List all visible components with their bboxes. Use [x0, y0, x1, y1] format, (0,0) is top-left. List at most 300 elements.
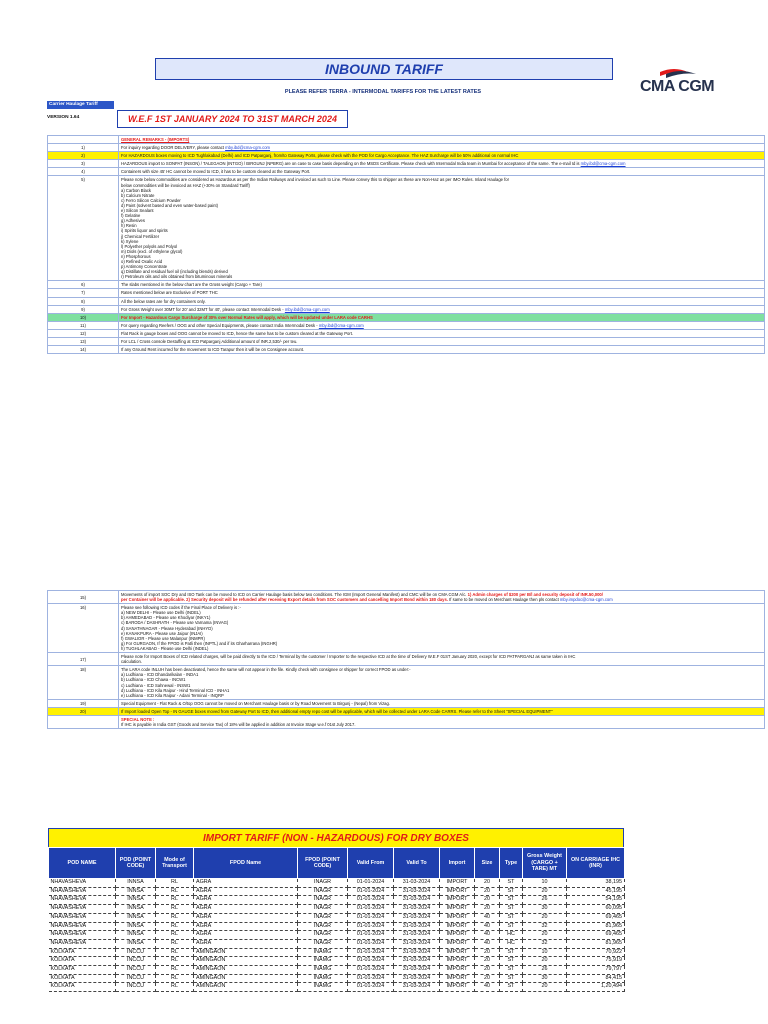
- list-item: r) Petroleum oils and oils obtained from bituminous minerals: [121, 274, 233, 280]
- remark-text: Flat Rack in gauge boxes and OOG cannot be moved to ICD, hence the same has to be custom cleared at the Gateway Port.: [119, 329, 765, 337]
- soc-text-c: per Container will be applicable. 2) Security deposit will be refunded after receiving Export details from SOC customers and cancelling Import Bond within 180 days.: [121, 597, 448, 603]
- list-item: h) Resin: [121, 223, 137, 229]
- cell-valid-from: 01-01-2024: [348, 948, 394, 957]
- remark-row: [48, 699, 765, 707]
- cell-fpod-name: AMINGAON: [194, 948, 298, 957]
- remark-text-11: For query regarding Reefers / OOG and other Special Equipments, please contact India Intermodal Desk -: [121, 322, 318, 328]
- cell-gross-weight: 30: [523, 974, 567, 983]
- cell-type: ST: [500, 905, 523, 914]
- soc-text-a: Movements of import SOC Dry and ISO Tank can be moved to ICD on Carrier Haulage basis below two conditions. The IGM (Import General Manifest) and CMC will be on CMA CGM A/c.: [121, 592, 467, 597]
- table-row: [49, 922, 625, 931]
- cell-size: 40: [475, 913, 500, 922]
- list-item: a) NEW DELHI - Please use Delhi (INDEL): [121, 610, 201, 616]
- tariff-header-row: [49, 848, 625, 879]
- cell-pod-name: KOLKATA: [49, 983, 116, 992]
- cell-fpod-code: INAMG: [298, 966, 348, 975]
- cell-import: IMPORT: [440, 948, 475, 957]
- cell-import: IMPORT: [440, 879, 475, 888]
- cell-mode-of-transport: RL: [156, 896, 194, 905]
- remark-row: [48, 707, 765, 715]
- cell-pod-code: INNSA: [116, 879, 156, 888]
- cell-gross-weight: 10: [523, 948, 567, 957]
- cell-import: IMPORT: [440, 931, 475, 940]
- remark-text: If any Ground Rent incurred for the movement to ICD Tarapur then it will be on Consignee account.: [119, 346, 765, 354]
- cell-size: 20: [475, 948, 500, 957]
- remark-number: 20): [48, 707, 119, 715]
- cell-on-carriage-ihc: 70,922: [567, 948, 625, 957]
- remark-text: The slabs mentioned in the below chart are the Gross weight (Cargo + Tare): [119, 281, 765, 289]
- cell-fpod-code: INAMG: [298, 983, 348, 992]
- cell-valid-from: 01-01-2024: [348, 974, 394, 983]
- list-item: m) Diols (excl. of ethylene glycol): [121, 248, 183, 254]
- list-item: b) Calcium Nitrate: [121, 192, 155, 198]
- column-header-on-carriage-ihc: ON CARRIAGE IHC (INR): [567, 848, 625, 879]
- cell-valid-to: 31-03-2024: [394, 983, 440, 992]
- list-item: below commodities will be invoiced as HAZ (+30% on Standard Tariff): [121, 182, 250, 188]
- remark-row: [48, 604, 765, 653]
- remark-row: [48, 297, 765, 305]
- remark-row: [48, 653, 765, 666]
- cell-gross-weight: 30: [523, 905, 567, 914]
- remark-number: 15): [48, 591, 119, 604]
- remark-number: 13): [48, 338, 119, 346]
- list-item: d) Paint (solvent based and even water-based paint): [121, 202, 219, 208]
- remark-row: [48, 305, 765, 313]
- column-header-import: Import: [440, 848, 475, 879]
- general-remarks-table: [47, 135, 765, 354]
- cell-mode-of-transport: RL: [156, 957, 194, 966]
- cell-gross-weight: 20: [523, 887, 567, 896]
- list-item: c) BARODA / DASHRATH - Please use Varnama (INVAG): [121, 620, 229, 626]
- cell-gross-weight: 32: [523, 922, 567, 931]
- logo-text: CMA CGM: [640, 78, 715, 95]
- cell-on-carriage-ihc: 81,965: [567, 922, 625, 931]
- cell-size: 20: [475, 966, 500, 975]
- cell-pod-name: NHAVASHEVA: [49, 913, 116, 922]
- cell-import: IMPORT: [440, 966, 475, 975]
- cell-valid-to: 31-03-2024: [394, 931, 440, 940]
- soc-line-2: [121, 597, 762, 602]
- cell-on-carriage-ihc: 1,20,494: [567, 983, 625, 992]
- cell-type: ST: [500, 922, 523, 931]
- remark-text-3: HAZARDOUS import to SONPAT (INSON) / TALEGAON (INTGO) / BIRGUNJ (NPBRG) are on case to case basis depending on the MSDS Certificate. Please check with Intermodal India team in Mumbai for acceptance of the same. The e-mail Id is: [121, 161, 580, 167]
- cell-fpod-name: AGRA: [194, 939, 298, 948]
- validity-period: W.E.F 1ST JANUARY 2024 TO 31ST MARCH 2024: [117, 110, 348, 128]
- cell-valid-from: 01-01-2024: [348, 905, 394, 914]
- remark-row: [48, 321, 765, 329]
- list-item: c) Ludhiana - ICD Sahnewal - INSW1: [121, 682, 191, 688]
- remark-number: 7): [48, 289, 119, 297]
- column-header-type: Type: [500, 848, 523, 879]
- cell-pod-name: KOLKATA: [49, 948, 116, 957]
- soc-text-b: 1) Admin charges of $200 per B/l and security deposit of INR.50,000/: [467, 592, 603, 597]
- cell-pod-name: KOLKATA: [49, 966, 116, 975]
- cell-fpod-code: INAGR: [298, 905, 348, 914]
- cell-valid-from: 01-01-2024: [348, 922, 394, 931]
- list-item: e) KANAKPURA - Please use Jaipur (INJAI): [121, 630, 203, 636]
- cell-size: 40: [475, 939, 500, 948]
- cell-fpod-code: INAMG: [298, 948, 348, 957]
- cell-gross-weight: 26: [523, 896, 567, 905]
- cell-type: ST: [500, 879, 523, 888]
- list-item: l) Polyether polyols and Polyol: [121, 243, 178, 249]
- list-item: f) GWALIOR - Please use Malanpur (INMPR): [121, 635, 205, 641]
- page-title: INBOUND TARIFF: [155, 58, 613, 80]
- cell-type: ST: [500, 913, 523, 922]
- email-link[interactable]: mby.ibd@cma-cgm.com: [225, 145, 271, 151]
- remark-number: 6): [48, 281, 119, 289]
- cell-on-carriage-ihc: 69,465: [567, 913, 625, 922]
- cell-fpod-code: INAGR: [298, 939, 348, 948]
- cell-mode-of-transport: RL: [156, 887, 194, 896]
- cell-fpod-code: INAGR: [298, 896, 348, 905]
- list-item: d) Ludhiana - ICD Kila Raipur - Hind Terminal ICD - INHA1: [121, 687, 230, 693]
- remark-number: 8): [48, 297, 119, 305]
- list-item: i) Spirits liquor and spirits: [121, 228, 168, 234]
- cell-fpod-code: INAGR: [298, 887, 348, 896]
- cell-fpod-name: AGRA: [194, 887, 298, 896]
- cell-pod-name: NHAVASHEVA: [49, 905, 116, 914]
- cell-mode-of-transport: RL: [156, 939, 194, 948]
- cell-pod-code: INNSA: [116, 931, 156, 940]
- remark-row: [48, 176, 765, 281]
- table-row: [49, 931, 625, 940]
- remark-row: [48, 144, 765, 152]
- cell-fpod-code: INAGR: [298, 913, 348, 922]
- cell-gross-weight: 20: [523, 983, 567, 992]
- cell-fpod-name: AMINGAON: [194, 957, 298, 966]
- column-header-fpod-code: FPOD (POINT CODE): [298, 848, 348, 879]
- cell-pod-code: INCCU: [116, 966, 156, 975]
- remark-text: Special Equipment - Flat Rack & O/top OOG cannot be moved on Merchant Haulage basis or by Road Movement to Birgunj - (Nepal) from Vizag.: [119, 699, 765, 707]
- cell-size: 20: [475, 957, 500, 966]
- special-note: [119, 715, 765, 728]
- cell-fpod-code: INAMG: [298, 957, 348, 966]
- remarks-heading-row: [48, 136, 765, 144]
- cell-import: IMPORT: [440, 896, 475, 905]
- remark-row: [48, 591, 765, 604]
- cell-valid-to: 31-03-2024: [394, 939, 440, 948]
- list-item: o) Refined Oxalic Acid: [121, 258, 163, 264]
- cell-type: HC: [500, 939, 523, 948]
- table-row: [49, 939, 625, 948]
- table-row: [49, 879, 625, 888]
- remarks-heading: GENERAL REMARKS - (IMPORTS): [119, 136, 765, 144]
- column-header-gross-weight: Gross Weight (CARGO + TARE) MT: [523, 848, 567, 879]
- hazardous-commodities-list: [119, 176, 765, 281]
- cell-pod-name: NHAVASHEVA: [49, 896, 116, 905]
- cell-on-carriage-ihc: 84,415: [567, 974, 625, 983]
- column-header-fpod-name: FPOD Name: [194, 848, 298, 879]
- column-header-valid-from: Valid From: [348, 848, 394, 879]
- cell-on-carriage-ihc: 38,195: [567, 879, 625, 888]
- cell-valid-to: 31-03-2024: [394, 948, 440, 957]
- cell-fpod-name: AGRA: [194, 879, 298, 888]
- cell-valid-to: 31-03-2024: [394, 922, 440, 931]
- cell-mode-of-transport: RL: [156, 966, 194, 975]
- table-row: [49, 974, 625, 983]
- list-item: c) Ferro Silicon Calcium Powder: [121, 197, 181, 203]
- remark-number: 2): [48, 152, 119, 160]
- list-item: Please note below commodities are considered as Hazardous as per the Indian Railways and invoiced as such to Line. Please convey this to shipper as these are Non-Haz as per IMO Rules. Inland Haulage for: [121, 177, 510, 183]
- cell-fpod-name: AMINGAON: [194, 966, 298, 975]
- list-item: g) For GURGAON, If the FPOD is Patli then (INPTL) and if its Gharharrana (INGHR): [121, 640, 278, 646]
- remark-number: 9): [48, 305, 119, 313]
- list-item: a) Carbon Black: [121, 187, 152, 193]
- remark-row: [48, 666, 765, 700]
- remark-number: [48, 136, 119, 144]
- remark-text: [119, 321, 765, 329]
- remark-text: Containers with size 45' HC cannot be moved to ICD, it has to be custom cleared at the Gateway Port.: [119, 168, 765, 176]
- email-link[interactable]: mby.impdoc@cma-cgm.com: [559, 597, 613, 603]
- remark-row: [48, 281, 765, 289]
- email-link[interactable]: mby.ibd@cma-cgm.com: [318, 322, 364, 328]
- list-item: Please see following ICD codes if the Final Place of Delivery is :-: [121, 605, 241, 611]
- cell-type: HC: [500, 931, 523, 940]
- special-note-text: If IHC is payable in India GST (Goods and Service Tax) of 18% will be applied in addition at Invoice Stage w.e.f 01st July 2017.: [121, 722, 356, 728]
- cell-gross-weight: 26: [523, 966, 567, 975]
- cell-pod-name: NHAVASHEVA: [49, 887, 116, 896]
- cell-valid-from: 01-01-2024: [348, 966, 394, 975]
- remark-number: 3): [48, 160, 119, 168]
- cell-import: IMPORT: [440, 922, 475, 931]
- cell-size: 20: [475, 974, 500, 983]
- cell-on-carriage-ihc: 54,195: [567, 896, 625, 905]
- cell-valid-from: 01-01-2024: [348, 879, 394, 888]
- cell-on-carriage-ihc: 75,919: [567, 957, 625, 966]
- remark-text: [119, 305, 765, 313]
- list-item: e) Ludhiana - ICD Kila Raipur - Adani Terminal - INQRP: [121, 692, 224, 698]
- list-item: g) Adhesives: [121, 218, 145, 224]
- icd-codes-list: [119, 604, 765, 653]
- cell-pod-code: INNSA: [116, 939, 156, 948]
- cell-fpod-name: AGRA: [194, 922, 298, 931]
- list-item: b) AHMEDABAD - Please use Khodiyar (INKY1): [121, 615, 211, 621]
- cell-on-carriage-ihc: 45,195: [567, 887, 625, 896]
- cell-type: ST: [500, 887, 523, 896]
- list-item: The LARA code INLUH has been deactivated, hence the same will not appear in the file. Kindly check with consignee or shipper for correct FPOD as under:-: [121, 667, 411, 673]
- cell-gross-weight: 10: [523, 879, 567, 888]
- cell-valid-from: 01-01-2024: [348, 983, 394, 992]
- remark-text-9: For Gross Weight over 30MT for 20' and 32MT for 40', please contact Intermodal Desk -: [121, 306, 284, 312]
- remark-number: 18): [48, 666, 119, 700]
- version-label: VERSION 1.64: [47, 115, 80, 120]
- remark-number: 10): [48, 313, 119, 321]
- cell-mode-of-transport: RL: [156, 922, 194, 931]
- list-item: f) Gelatine: [121, 213, 141, 219]
- remark-number: 11): [48, 321, 119, 329]
- cell-pod-name: NHAVASHEVA: [49, 931, 116, 940]
- list-item: n) Phosphorous: [121, 253, 151, 259]
- remark-number: 5): [48, 176, 119, 281]
- import-tariff-table: [48, 847, 625, 992]
- cell-fpod-name: AGRA: [194, 905, 298, 914]
- remark-text: Rates mentioned below are Exclusive of PORT THC: [119, 289, 765, 297]
- remark-text: [119, 653, 765, 666]
- remark-text: If Import loaded Open Top - IN GAUGE boxes moved from Gateway Port to ICD, then additional empty repo cost will be applicable, which will be collected under LARA Code CARRS. Please refer to the Sheet "SPECIAL EQUIPMENT": [119, 707, 765, 715]
- cell-pod-code: INNSA: [116, 913, 156, 922]
- cell-size: 20: [475, 887, 500, 896]
- remark-text-1: For inquiry regarding DOOR DELIVERY, please contact: [121, 145, 224, 151]
- soc-text-d: If same to be moved on Merchant Haulage then pls contact: [449, 597, 559, 603]
- cell-gross-weight: 20: [523, 957, 567, 966]
- remark-row: [48, 346, 765, 354]
- cell-mode-of-transport: RL: [156, 948, 194, 957]
- column-header-size: Size: [475, 848, 500, 879]
- cell-pod-code: INCCU: [116, 948, 156, 957]
- cell-mode-of-transport: RL: [156, 974, 194, 983]
- table-row: [49, 905, 625, 914]
- cell-fpod-name: AMINGAON: [194, 983, 298, 992]
- remark-row: [48, 168, 765, 176]
- cell-import: IMPORT: [440, 905, 475, 914]
- cell-valid-to: 31-03-2024: [394, 879, 440, 888]
- remark-number: 17): [48, 653, 119, 666]
- cell-valid-to: 31-03-2024: [394, 957, 440, 966]
- remark-number: 19): [48, 699, 119, 707]
- cell-valid-from: 01-01-2024: [348, 913, 394, 922]
- cell-pod-name: KOLKATA: [49, 974, 116, 983]
- cell-fpod-name: AGRA: [194, 896, 298, 905]
- special-note-row: [48, 715, 765, 728]
- cell-pod-code: INNSA: [116, 896, 156, 905]
- cell-mode-of-transport: RL: [156, 983, 194, 992]
- cell-size: 40: [475, 983, 500, 992]
- additional-remarks-table: [47, 590, 765, 729]
- cell-type: ST: [500, 957, 523, 966]
- cell-mode-of-transport: RL: [156, 931, 194, 940]
- column-header-pod-name: POD NAME: [49, 848, 116, 879]
- cell-pod-code: INCCU: [116, 974, 156, 983]
- list-item: Please note for Import Boxes of ICD related charges, will be paid directly to the ICD / Terminal by the customer / Importer to the respective ICD at the time of Delivery W.E.F 01ST January 2020, except for ICD PATPARGANJ as same taken in IHC: [121, 654, 576, 660]
- cell-pod-code: INNSA: [116, 887, 156, 896]
- email-link[interactable]: mby.ibd@cma-cgm.com: [580, 161, 626, 167]
- cell-pod-code: INCCU: [116, 957, 156, 966]
- column-header-pod-code: POD (POINT CODE): [116, 848, 156, 879]
- cell-valid-to: 31-03-2024: [394, 974, 440, 983]
- email-link[interactable]: mby.ibd@cma-cgm.com: [284, 306, 330, 312]
- column-header-mode-of-transport: Mode of Transport: [156, 848, 194, 879]
- table-row: [49, 887, 625, 896]
- carrier-haulage-label: Carrier Haulage Tariff: [47, 101, 114, 109]
- remark-text: For Import - Hazardous Cargo Surcharge of 30% over Normal Rates will apply, which will be updated under LARA code CARHS: [119, 313, 765, 321]
- table-row: [49, 948, 625, 957]
- tariff-title: IMPORT TARIFF (NON - HAZARDOUS) FOR DRY BOXES: [48, 828, 624, 848]
- cell-pod-name: NHAVASHEVA: [49, 922, 116, 931]
- remark-row: [48, 289, 765, 297]
- list-item: a) Ludhiana - ICD Dhandarikalan - INDA1: [121, 672, 199, 678]
- cell-import: IMPORT: [440, 983, 475, 992]
- remark-number: 12): [48, 329, 119, 337]
- cell-gross-weight: 20: [523, 931, 567, 940]
- remark-text: [119, 591, 765, 604]
- cell-type: ST: [500, 983, 523, 992]
- cell-valid-to: 31-03-2024: [394, 887, 440, 896]
- list-item: h) TUGHLAKABAD - Please use Delhi (INDEL): [121, 645, 209, 651]
- cell-on-carriage-ihc: 81,965: [567, 939, 625, 948]
- cell-import: IMPORT: [440, 974, 475, 983]
- remark-row: [48, 152, 765, 160]
- remark-row: [48, 313, 765, 321]
- list-item: p) Antimony Concentrate: [121, 264, 168, 270]
- table-row: [49, 913, 625, 922]
- cell-valid-from: 01-01-2024: [348, 896, 394, 905]
- cell-fpod-code: INAMG: [298, 974, 348, 983]
- cell-size: 20: [475, 905, 500, 914]
- cell-pod-name: NHAVASHEVA: [49, 939, 116, 948]
- cell-pod-code: INCCU: [116, 983, 156, 992]
- cell-fpod-name: AGRA: [194, 913, 298, 922]
- cell-valid-to: 31-03-2024: [394, 966, 440, 975]
- cell-fpod-name: AMINGAON: [194, 974, 298, 983]
- cell-gross-weight: 20: [523, 913, 567, 922]
- remark-text: [119, 144, 765, 152]
- cell-fpod-code: INAGR: [298, 879, 348, 888]
- cell-valid-from: 01-01-2024: [348, 887, 394, 896]
- remark-text: For LCL / Cross console Destuffing at ICD Patparganj Additional amount of INR.2,530/- per teu.: [119, 338, 765, 346]
- tariff-note: PLEASE REFER TERRA - INTERMODAL TARIFFS FOR THE LATEST RATES: [284, 89, 482, 95]
- table-row: [49, 966, 625, 975]
- cell-type: ST: [500, 948, 523, 957]
- cell-import: IMPORT: [440, 887, 475, 896]
- cell-mode-of-transport: RL: [156, 913, 194, 922]
- remark-row: [48, 338, 765, 346]
- cell-valid-from: 01-01-2024: [348, 939, 394, 948]
- cell-size: 20: [475, 896, 500, 905]
- cell-import: IMPORT: [440, 957, 475, 966]
- list-item: calculation.: [121, 659, 142, 665]
- cell-on-carriage-ihc: 79,797: [567, 966, 625, 975]
- column-header-valid-to: Valid To: [394, 848, 440, 879]
- cell-gross-weight: 32: [523, 939, 567, 948]
- remark-text: For HAZARDOUS boxes moving to ICD Tughlakabad (Delhi) and ICD Patparganj, from/to Gateway Ports, please check with the POD for Cargo Acceptance. The HAZ Surcharge will be 50% additional on normal IHC: [119, 152, 765, 160]
- ludhiana-codes-list: [119, 666, 765, 700]
- cell-mode-of-transport: RL: [156, 879, 194, 888]
- cell-import: IMPORT: [440, 913, 475, 922]
- cell-fpod-code: INAGR: [298, 922, 348, 931]
- cma-cgm-logo: [640, 66, 716, 102]
- remark-number: 1): [48, 144, 119, 152]
- list-item: b) Ludhiana - ICD Chawa - INCW1: [121, 677, 186, 683]
- cell-pod-code: INNSA: [116, 922, 156, 931]
- cell-valid-from: 01-01-2024: [348, 957, 394, 966]
- cell-on-carriage-ihc: 60,095: [567, 905, 625, 914]
- table-row: [49, 957, 625, 966]
- cell-size: 40: [475, 931, 500, 940]
- list-item: e) Silicon Sealant: [121, 208, 154, 214]
- cell-valid-to: 31-03-2024: [394, 896, 440, 905]
- remark-row: [48, 160, 765, 168]
- cell-valid-to: 31-03-2024: [394, 905, 440, 914]
- special-note-heading: SPECIAL NOTE :: [121, 716, 155, 722]
- remark-row: [48, 329, 765, 337]
- cell-type: ST: [500, 966, 523, 975]
- cell-size: 40: [475, 922, 500, 931]
- tariff-body: [49, 879, 625, 992]
- cell-type: ST: [500, 896, 523, 905]
- cell-pod-name: KOLKATA: [49, 957, 116, 966]
- cell-size: 20: [475, 879, 500, 888]
- remark-text: [119, 160, 765, 168]
- remark-number: 14): [48, 346, 119, 354]
- cell-fpod-code: INAGR: [298, 931, 348, 940]
- cell-valid-to: 31-03-2024: [394, 913, 440, 922]
- remark-number: 4): [48, 168, 119, 176]
- cell-import: IMPORT: [440, 939, 475, 948]
- cell-type: ST: [500, 974, 523, 983]
- list-item: k) Xylene: [121, 238, 139, 244]
- table-row: [49, 983, 625, 992]
